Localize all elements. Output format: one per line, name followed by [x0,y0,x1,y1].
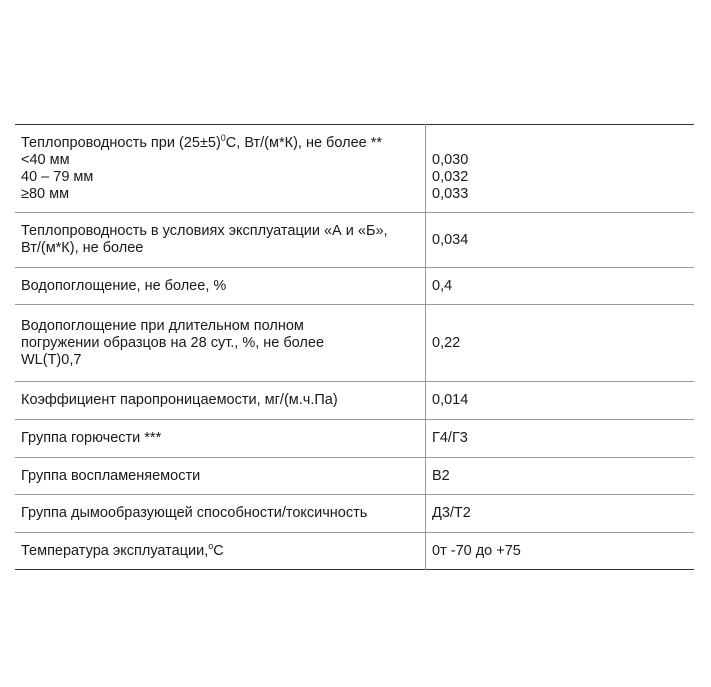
param-line: Вт/(м*К), не более [21,240,144,256]
param-line: <40 мм [21,151,70,168]
value-cell: 0,4 [426,268,695,305]
value-line: 0,030 [432,152,469,168]
param-cell: Группа воспламеняемости [15,458,426,495]
param-line: Теплопроводность в условиях эксплуатации «А и «Б», [21,223,388,239]
table-row [15,495,694,533]
param-cell: Коэффициент паропроницаемости, мг/(м.ч.Па) [15,382,426,420]
param-cell: Температура эксплуатации,$^о$С [15,533,426,570]
table-row [15,458,694,495]
param-line: 40 – 79 мм [21,168,94,185]
table-row [15,305,694,382]
table-row [15,213,694,268]
param-cell [15,125,426,213]
table-row [15,533,694,570]
param-line: WL(T)0,7 [21,351,82,368]
param-cell: Группа дымообразующей способности/токсичность [15,495,426,533]
value-line: 0,032 [432,169,469,185]
table-row [15,125,694,213]
param-cell [15,213,426,268]
value-line: 0,033 [432,186,469,202]
param-cell: Группа горючести *** [15,420,426,458]
param-line: Теплопроводность при $(25\pm 5)^0С$, Вт/(м*К), не более ** [21,132,383,151]
value-cell: 0,014 [426,382,695,420]
table-row [15,382,694,420]
value-cell: 0т -70 до +75 [426,533,695,570]
param-cell [15,305,426,382]
value-cell: 0,22 [426,305,695,382]
value-cell: Д3/Т2 [426,495,695,533]
param-line: погружении образцов на 28 сут., %, не более [21,334,325,351]
value-cell: В2 [426,458,695,495]
value-cell [426,125,695,213]
param-line: ≥80 мм [21,185,70,202]
value-cell: Г4/Г3 [426,420,695,458]
table-row [15,420,694,458]
param-line: Водопоглощение при длительном полном [21,317,304,334]
properties-table [15,124,694,570]
param-cell: Водопоглощение, не более, % [15,268,426,305]
value-cell: 0,034 [426,213,695,268]
table-row [15,268,694,305]
